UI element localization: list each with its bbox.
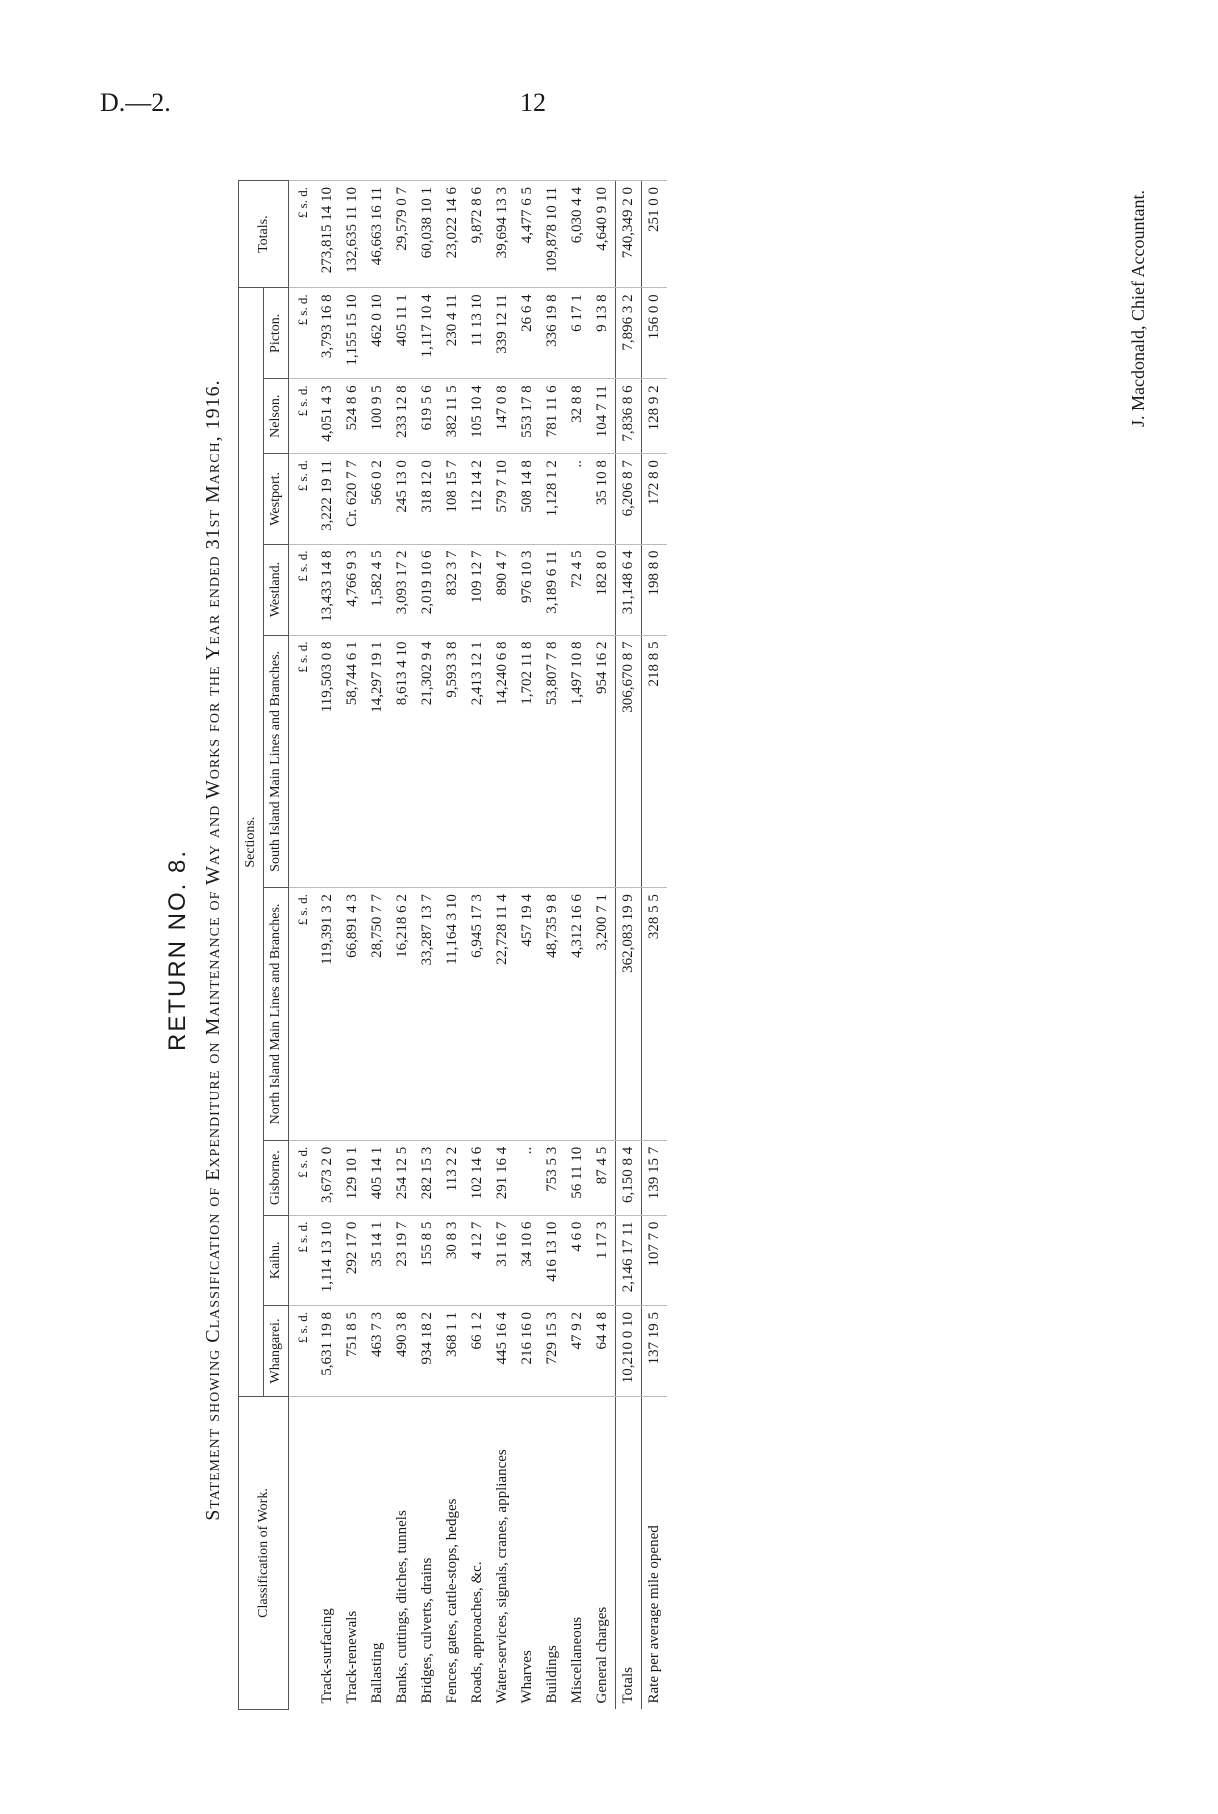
table-cell: 30 8 3 — [440, 1215, 465, 1305]
table-cell: 39,694 13 3 — [490, 181, 515, 288]
table-cell: 292 17 0 — [340, 1215, 365, 1305]
table-cell: 306,670 8 7 — [616, 635, 642, 888]
units-label: £ s. d. — [289, 1215, 316, 1305]
table-cell: 34 10 6 — [515, 1215, 540, 1305]
table-cell: 32 8 8 — [565, 379, 590, 454]
table-cell: 282 15 3 — [415, 1140, 440, 1215]
table-cell: 740,349 2 0 — [616, 181, 642, 288]
table-cell: 4 12 7 — [465, 1215, 490, 1305]
section-header: Whangarei. — [264, 1306, 289, 1397]
section-header: Nelson. — [264, 379, 289, 454]
table-cell: 155 8 5 — [415, 1215, 440, 1305]
table-cell: 100 9 5 — [365, 379, 390, 454]
table-cell: 445 16 4 — [490, 1306, 515, 1397]
section-header: South Island Main Lines and Branches. — [264, 635, 289, 888]
table-cell: .. — [565, 454, 590, 544]
row-label: Ballasting — [365, 1397, 390, 1710]
table-cell: 245 13 0 — [390, 454, 415, 544]
table-cell: 35 10 8 — [590, 454, 616, 544]
table-cell: 3,093 17 2 — [390, 544, 415, 635]
table-cell: 13,433 14 8 — [315, 544, 340, 635]
table-cell: 553 17 8 — [515, 379, 540, 454]
table-cell: 139 15 7 — [642, 1140, 668, 1215]
row-label: Wharves — [515, 1397, 540, 1710]
table-cell: 273,815 14 10 — [315, 181, 340, 288]
row-label: Roads, approaches, &c. — [465, 1397, 490, 1710]
table-cell: 11,164 3 10 — [440, 888, 465, 1141]
table-cell: 416 13 10 — [540, 1215, 565, 1305]
return-title: RETURN NO. 8. — [164, 849, 191, 1052]
table-cell: 14,297 19 1 — [365, 635, 390, 888]
table-cell: 1,128 1 2 — [540, 454, 565, 544]
table-cell: 35 14 1 — [365, 1215, 390, 1305]
section-header: Westland. — [264, 544, 289, 635]
row-label: Fences, gates, cattle-stops, hedges — [440, 1397, 465, 1710]
table-row — [365, 181, 390, 1710]
table-cell: 28,750 7 7 — [365, 888, 390, 1141]
table-cell: 9,593 3 8 — [440, 635, 465, 888]
table-cell: 382 11 5 — [440, 379, 465, 454]
section-header: Picton. — [264, 288, 289, 379]
table-cell: 46,663 16 11 — [365, 181, 390, 288]
table-cell: 781 11 6 — [540, 379, 565, 454]
table-cell: 66,891 4 3 — [340, 888, 365, 1141]
units-label: £ s. d. — [289, 635, 316, 888]
table-cell: 113 2 2 — [440, 1140, 465, 1215]
table-cell: 58,744 6 1 — [340, 635, 365, 888]
table-cell: 9,872 8 6 — [465, 181, 490, 288]
table-cell: 751 8 5 — [340, 1306, 365, 1397]
row-label: Buildings — [540, 1397, 565, 1710]
row-label: Track-surfacing — [315, 1397, 340, 1710]
table-cell: 6,150 8 4 — [616, 1140, 642, 1215]
table-cell: 172 8 0 — [642, 454, 668, 544]
table-row — [490, 181, 515, 1710]
table-cell: 66 1 2 — [465, 1306, 490, 1397]
table-cell: 1,155 15 10 — [340, 288, 365, 379]
table-cell: 233 12 8 — [390, 379, 415, 454]
table-cell: 216 16 0 — [515, 1306, 540, 1397]
table-cell: 4,766 9 3 — [340, 544, 365, 635]
row-label: Totals — [616, 1397, 642, 1710]
table-cell: 579 7 10 — [490, 454, 515, 544]
units-row — [289, 181, 316, 1710]
table-cell: 524 8 6 — [340, 379, 365, 454]
table-cell: 129 10 1 — [340, 1140, 365, 1215]
table-cell: 3,189 6 11 — [540, 544, 565, 635]
table-row — [415, 181, 440, 1710]
table-row — [515, 181, 540, 1710]
table-cell: 119,391 3 2 — [315, 888, 340, 1141]
table-cell: Cr. 620 7 7 — [340, 454, 365, 544]
section-header: Gisborne. — [264, 1140, 289, 1215]
table-cell: 109 12 7 — [465, 544, 490, 635]
table-cell: 3,222 19 11 — [315, 454, 340, 544]
table-cell: 72 4 5 — [565, 544, 590, 635]
row-label: Bridges, culverts, drains — [415, 1397, 440, 1710]
totals-header: Totals. — [239, 181, 289, 288]
table-cell: 566 0 2 — [365, 454, 390, 544]
table-cell: 22,728 11 4 — [490, 888, 515, 1141]
table-cell: 457 19 4 — [515, 888, 540, 1141]
table-cell: 119,503 0 8 — [315, 635, 340, 888]
table-cell: 6,206 8 7 — [616, 454, 642, 544]
table-cell: 729 15 3 — [540, 1306, 565, 1397]
table-cell: 954 16 2 — [590, 635, 616, 888]
table-cell: 23 19 7 — [390, 1215, 415, 1305]
table-cell: 7,836 8 6 — [616, 379, 642, 454]
table-cell: 405 14 1 — [365, 1140, 390, 1215]
units-label: £ s. d. — [289, 1306, 316, 1397]
table-cell: 362,083 19 9 — [616, 888, 642, 1141]
table-cell: 462 0 10 — [365, 288, 390, 379]
table-cell: 33,287 13 7 — [415, 888, 440, 1141]
row-label: Water-services, signals, cranes, appliances — [490, 1397, 515, 1710]
table-row — [440, 181, 465, 1710]
table-cell: 87 4 5 — [590, 1140, 616, 1215]
table-row — [340, 181, 365, 1710]
table-cell: 4,477 6 5 — [515, 181, 540, 288]
units-label: £ s. d. — [289, 1140, 316, 1215]
expenditure-table — [238, 180, 667, 1710]
table-row — [642, 181, 668, 1710]
signature: J. Macdonald, Chief Accountant. — [1128, 190, 1148, 427]
units-label: £ s. d. — [289, 544, 316, 635]
table-cell: 128 9 2 — [642, 379, 668, 454]
table-cell: 53,807 7 8 — [540, 635, 565, 888]
table-cell: 182 8 0 — [590, 544, 616, 635]
table-cell: 4,312 16 6 — [565, 888, 590, 1141]
row-label: Track-renewals — [340, 1397, 365, 1710]
table-cell: 753 5 3 — [540, 1140, 565, 1215]
section-header: Westport. — [264, 454, 289, 544]
table-cell: 3,200 7 1 — [590, 888, 616, 1141]
table-cell: 1,702 11 8 — [515, 635, 540, 888]
table-cell: 64 4 8 — [590, 1306, 616, 1397]
table-cell: 31 16 7 — [490, 1215, 515, 1305]
table-cell: 328 5 5 — [642, 888, 668, 1141]
table-cell: 218 8 5 — [642, 635, 668, 888]
table-cell: 4,051 4 3 — [315, 379, 340, 454]
table-cell: 230 4 11 — [440, 288, 465, 379]
table-cell: 619 5 6 — [415, 379, 440, 454]
table-cell: 14,240 6 8 — [490, 635, 515, 888]
table-cell: 2,146 17 11 — [616, 1215, 642, 1305]
table-cell: 1,582 4 5 — [365, 544, 390, 635]
table-cell: 832 3 7 — [440, 544, 465, 635]
table-cell: 16,218 6 2 — [390, 888, 415, 1141]
table-cell: 251 0 0 — [642, 181, 668, 288]
table-cell: 3,673 2 0 — [315, 1140, 340, 1215]
table-cell: 4,640 9 10 — [590, 181, 616, 288]
units-label: £ s. d. — [289, 888, 316, 1141]
table-cell: 48,735 9 8 — [540, 888, 565, 1141]
table-cell: 8,613 4 10 — [390, 635, 415, 888]
table-cell: 318 12 0 — [415, 454, 440, 544]
table-cell: .. — [515, 1140, 540, 1215]
table-cell: 156 0 0 — [642, 288, 668, 379]
row-label: General charges — [590, 1397, 616, 1710]
table-cell: 11 13 10 — [465, 288, 490, 379]
table-cell: 6,945 17 3 — [465, 888, 490, 1141]
table-cell: 23,022 14 6 — [440, 181, 465, 288]
table-cell: 1,114 13 10 — [315, 1215, 340, 1305]
table-row — [465, 181, 490, 1710]
table-cell: 7,896 3 2 — [616, 288, 642, 379]
table-cell: 29,579 0 7 — [390, 181, 415, 288]
table-cell: 368 1 1 — [440, 1306, 465, 1397]
table-cell: 1,497 10 8 — [565, 635, 590, 888]
table-cell: 4 6 0 — [565, 1215, 590, 1305]
rotated-content — [118, 120, 1218, 1780]
classification-header: Classification of Work. — [239, 1397, 289, 1710]
table-cell: 2,019 10 6 — [415, 544, 440, 635]
page-number: 12 — [520, 88, 546, 117]
table-cell: 2,413 12 1 — [465, 635, 490, 888]
table-cell: 109,878 10 11 — [540, 181, 565, 288]
table-cell: 9 13 8 — [590, 288, 616, 379]
table-cell: 10,210 0 10 — [616, 1306, 642, 1397]
table-cell: 47 9 2 — [565, 1306, 590, 1397]
table-cell: 132,635 11 10 — [340, 181, 365, 288]
table-cell: 56 11 10 — [565, 1140, 590, 1215]
table-cell: 5,631 19 8 — [315, 1306, 340, 1397]
table-cell: 105 10 4 — [465, 379, 490, 454]
table-cell: 336 19 8 — [540, 288, 565, 379]
table-cell: 6 17 1 — [565, 288, 590, 379]
row-label: Banks, cuttings, ditches, tunnels — [390, 1397, 415, 1710]
table-cell: 107 7 0 — [642, 1215, 668, 1305]
table-cell: 1,117 10 4 — [415, 288, 440, 379]
table-cell: 137 19 5 — [642, 1306, 668, 1397]
section-header: Kaihu. — [264, 1215, 289, 1305]
section-header: North Island Main Lines and Branches. — [264, 888, 289, 1141]
table-cell: 254 12 5 — [390, 1140, 415, 1215]
table-cell: 291 16 4 — [490, 1140, 515, 1215]
units-label: £ s. d. — [289, 288, 316, 379]
table-cell: 198 8 0 — [642, 544, 668, 635]
table-cell: 339 12 11 — [490, 288, 515, 379]
table-cell: 21,302 9 4 — [415, 635, 440, 888]
table-cell: 147 0 8 — [490, 379, 515, 454]
table-cell: 60,038 10 1 — [415, 181, 440, 288]
table-cell: 508 14 8 — [515, 454, 540, 544]
table-cell: 934 18 2 — [415, 1306, 440, 1397]
table-row — [616, 181, 642, 1710]
table-cell: 1 17 3 — [590, 1215, 616, 1305]
table-cell: 26 6 4 — [515, 288, 540, 379]
table-cell: 890 4 7 — [490, 544, 515, 635]
units-label: £ s. d. — [289, 379, 316, 454]
statement-title: Statement showing Classification of Expenditure on Maintenance of Way and Works for the Year ended 31st March, 1916. — [202, 379, 224, 1521]
table-cell: 112 14 2 — [465, 454, 490, 544]
units-label: £ s. d. — [289, 181, 316, 288]
table-cell: 405 11 1 — [390, 288, 415, 379]
table-row — [565, 181, 590, 1710]
table-cell: 31,148 6 4 — [616, 544, 642, 635]
table-cell: 6,030 4 4 — [565, 181, 590, 288]
units-label: £ s. d. — [289, 454, 316, 544]
table-row — [315, 181, 340, 1710]
table-row — [540, 181, 565, 1710]
row-label: Rate per average mile opened — [642, 1397, 668, 1710]
page-ref: D.—2. — [100, 88, 171, 117]
row-label: Miscellaneous — [565, 1397, 590, 1710]
table-row — [390, 181, 415, 1710]
sections-header: Sections. — [239, 288, 264, 1397]
table-cell: 463 7 3 — [365, 1306, 390, 1397]
table-cell: 102 14 6 — [465, 1140, 490, 1215]
table-cell: 490 3 8 — [390, 1306, 415, 1397]
table-body — [289, 181, 668, 1710]
table-cell: 976 10 3 — [515, 544, 540, 635]
table-cell: 3,793 16 8 — [315, 288, 340, 379]
table-cell: 104 7 11 — [590, 379, 616, 454]
table-cell: 108 15 7 — [440, 454, 465, 544]
table-row — [590, 181, 616, 1710]
